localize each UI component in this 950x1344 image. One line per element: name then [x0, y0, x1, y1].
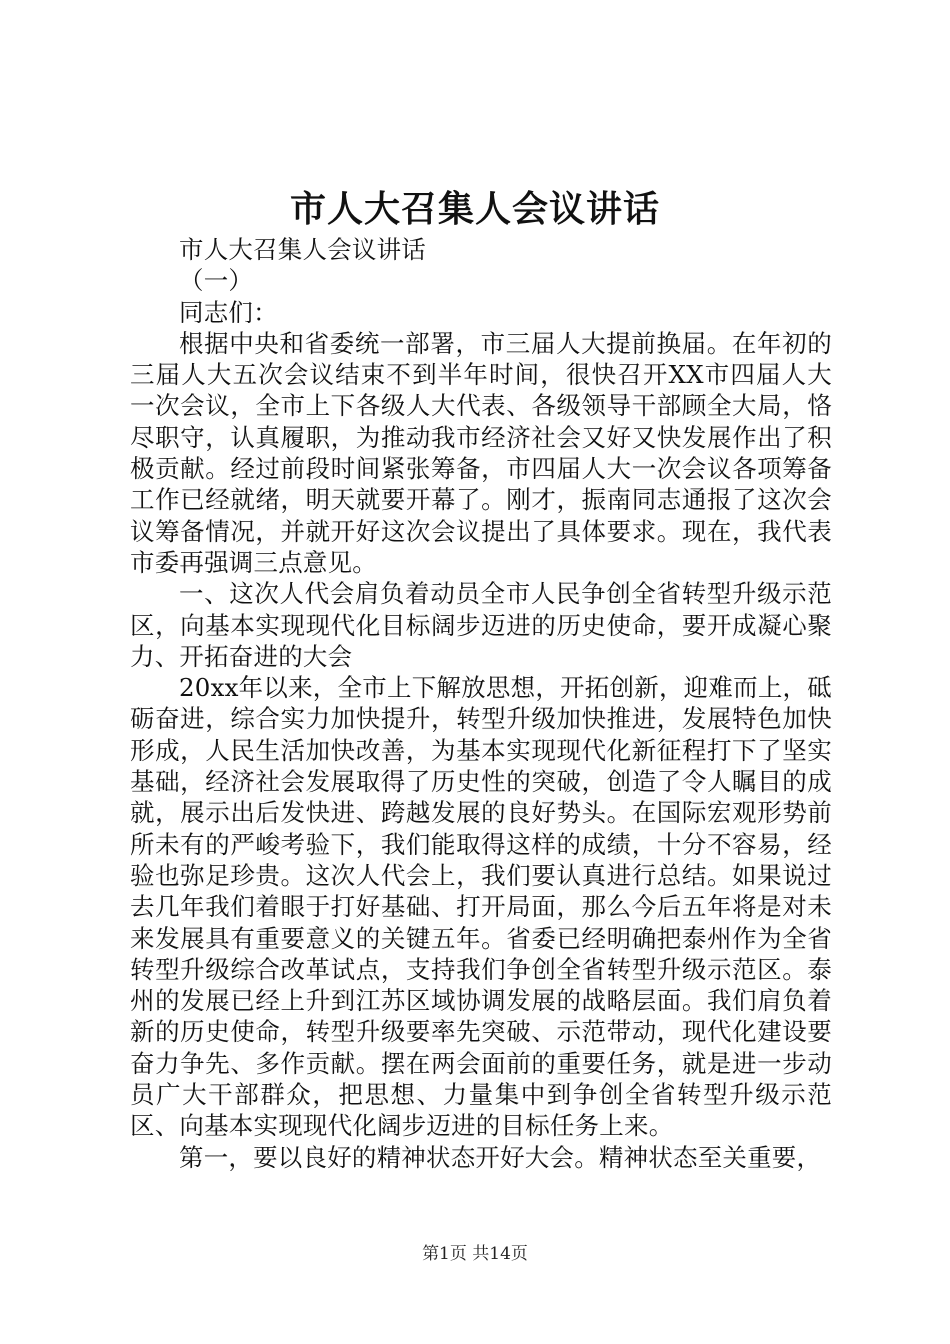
paragraph-body: 20xx年以来，全市上下解放思想，开拓创新，迎难而上，砥砺奋进，综合实力加快提升，转型升级加快推进，发展特色加快形成，人民生活加快改善，为基本实现现代化新征程打下了坚实基础，经济社会发展取得了历史性的突破，创造了令人瞩目的成就，展示出后发快进、跨越发展的良好势头。在国际宏观形势前所未有的严峻考验下，我们能取得这样的成绩，十分不容易，经验也弥足珍贵。这次人代会上，我们要认真进行总结。如果说过去几年我们着眼于打好基础、打开局面，那么今后五年将是对未来发展具有重要意义的关键五年。省委已经明确把泰州作为全省转型升级综合改革试点，支持我们争创全省转型升级示范区。泰州的发展已经上升到江苏区域协调发展的战略层面。我们肩负着新的历史使命，转型升级要率先突破、示范带动，现代化建设要奋力争先、多作贡献。摆在两会面前的重要任务，就是进一步动员广大干部群众，把思想、力量集中到争创全省转型升级示范区、向基本实现现代化阔步迈进的目标任务上来。	[130, 673, 832, 1141]
paragraph-heading-one: 一、这次人代会肩负着动员全市人民争创全省转型升级示范区，向基本实现现代化目标阔步迈进的历史使命，要开成凝心聚力、开拓奋进的大会	[130, 579, 832, 671]
paragraph-intro: 根据中央和省委统一部署，市三届人大提前换届。在年初的三届人大五次会议结束不到半年时间，很快召开XX市四届人大一次会议，全市上下各级人大代表、各级领导干部顾全大局，恪尽职守，认真履职，为推动我市经济社会又好又快发展作出了积极贡献。经过前段时间紧张筹备，市四届人大一次会议各项筹备工作已经就绪，明天就要开幕了。刚才，振南同志通报了这次会议筹备情况，并就开好这次会议提出了具体要求。现在，我代表市委再强调三点意见。	[130, 328, 832, 577]
document-body	[130, 234, 832, 1173]
paragraph-first-point: 第一，要以良好的精神状态开好大会。精神状态至关重要，	[179, 1142, 822, 1172]
document-title: 市人大召集人会议讲话	[289, 188, 660, 230]
paragraph-salutation: 同志们：	[179, 297, 278, 327]
paragraph-subtitle: 市人大召集人会议讲话	[179, 235, 426, 264]
paragraph-section-number: （一）	[179, 266, 254, 296]
page-number-footer: 第1页 共14页	[422, 1244, 528, 1264]
